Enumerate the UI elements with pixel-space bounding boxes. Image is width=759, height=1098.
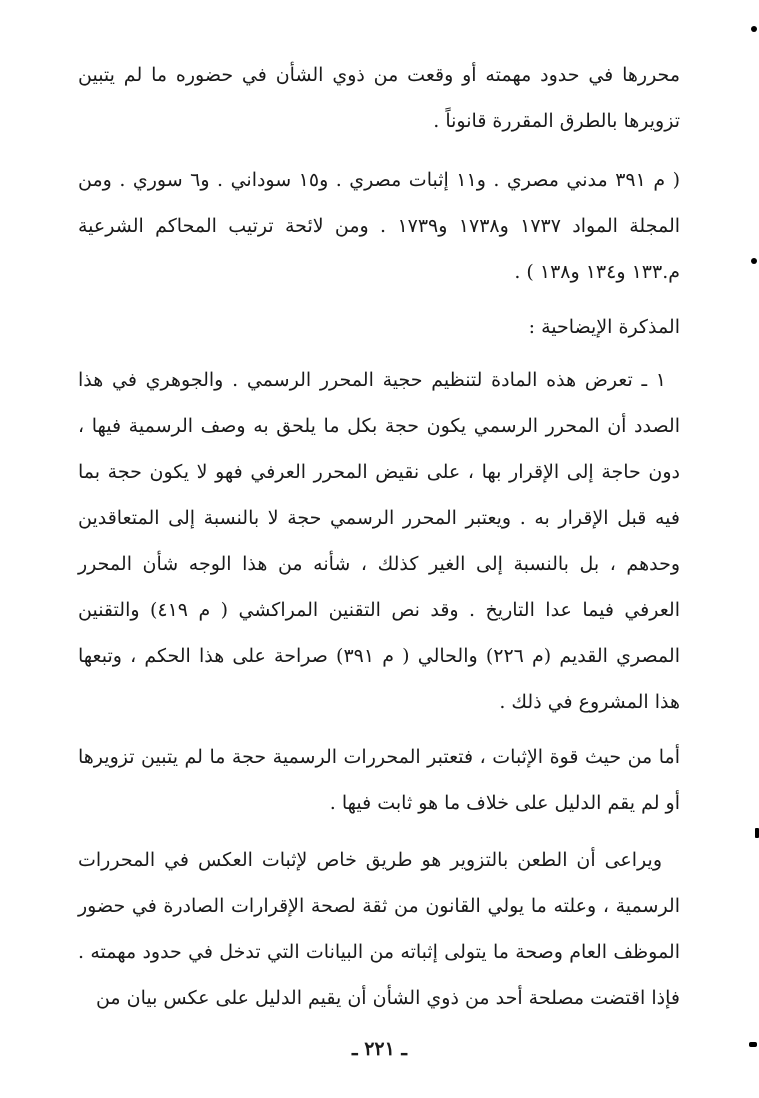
paragraph-explanatory-note: ١ ـ تعرض هذه المادة لتنظيم حجية المحرر الرسمي . والجوهري في هذا الصدد أن المحرر الرسمي يكون حجة بكل ما يلحق به وصف الرسمية فيها ، دون حاجة إلى الإقرار بها ، على نقيض المحرر العرفي فهو لا يكون حجة بما فيه قبل الإقرار به . ويعتبر المحرر الرسمي حجة لا بالنسبة إلى المتعاقدين وحدهم ، بل بالنسبة إلى الغير كذلك ، شأنه من هذا الوجه شأن المحرر العرفي فيما عدا التاريخ . وقد نص التقنين المراكشي ( م ٤١٩) والتقنين المصري القديم (م ٢٢٦) والحالي ( م ٣٩١) صراحة على هذا الحكم ، وتبعها هذا المشروع في ذلك . bbox=[78, 369, 680, 713]
scan-mark bbox=[751, 258, 757, 264]
paragraph-evidential-force: أما من حيث قوة الإثبات ، فتعتبر المحررات الرسمية حجة ما لم يتبين تزويرها أو لم يقم الدليل على خلاف ما هو ثابت فيها . bbox=[78, 746, 680, 814]
scan-mark bbox=[755, 828, 759, 838]
section-heading: المذكرة الإيضاحية : bbox=[528, 316, 680, 338]
scan-mark bbox=[751, 26, 757, 32]
paragraph-references: ( م ٣٩١ مدني مصري . و١١ إثبات مصري . و١٥ سوداني . و٦ سوري . ومن المجلة المواد ١٧٣٧ و١٧٣٨ و١٧٣٩ . ومن لائحة ترتيب المحاكم الشرعية م.١٣٣ و١٣٤ و١٣٨ ) . bbox=[78, 169, 681, 283]
paragraph-forgery-challenge: ويراعى أن الطعن بالتزوير هو طريق خاص لإثبات العكس في المحررات الرسمية ، وعلته ما يولي القانون من ثقة لصحة الإقرارات الصادرة في حضور الموظف العام وصحة ما يتولى إثباته من البيانات التي تدخل في حدود مهمته . فإذا اقتضت مصلحة أحد من ذوي الشأن أن يقيم الدليل على عكس بيان من bbox=[78, 849, 680, 1009]
page-number: ـ ٢٢١ ـ bbox=[352, 1038, 407, 1060]
paragraph-continuation: محررها في حدود مهمته أو وقعت من ذوي الشأن في حضوره ما لم يتبين تزويرها بالطرق المقررة قانوناً . bbox=[78, 64, 680, 132]
